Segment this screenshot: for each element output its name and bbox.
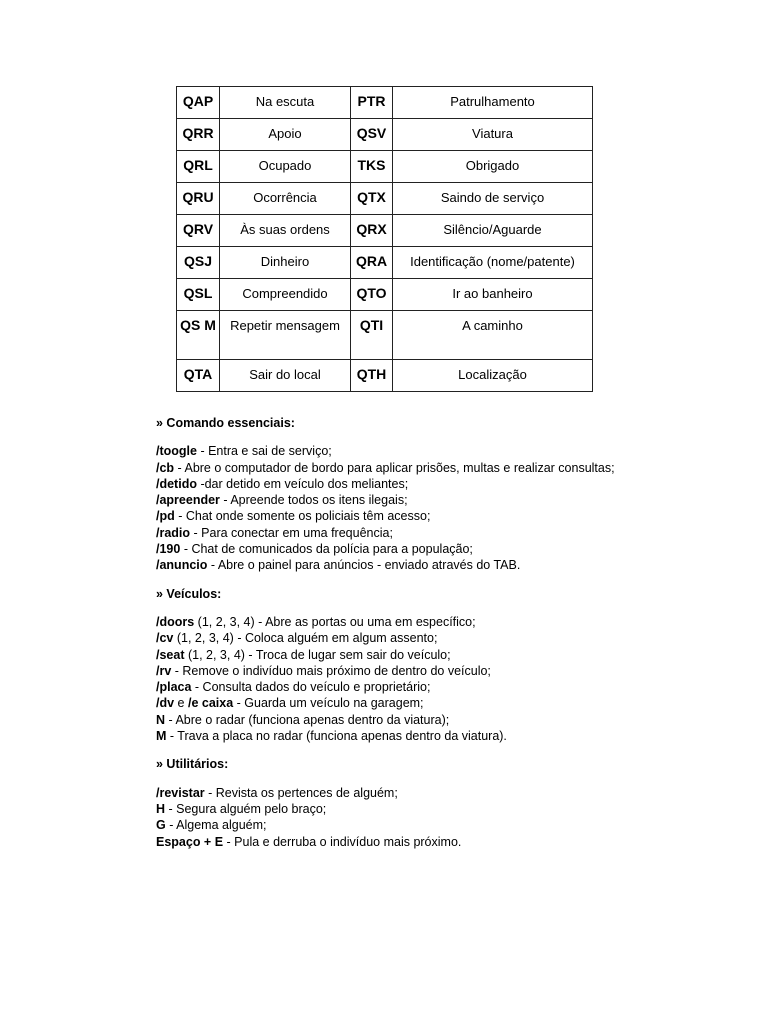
code-cell: QRA: [351, 247, 393, 279]
command-description: - Abre o computador de bordo para aplicar prisões, multas e realizar consultas;: [174, 460, 615, 475]
command-name: H: [156, 801, 166, 816]
command-description: - Chat onde somente os policiais têm acesso;: [174, 509, 431, 524]
section-title-veiculos: » Veículos:: [156, 586, 222, 601]
list-item: [156, 712, 756, 728]
command-name: /dv: [156, 696, 175, 711]
command-name: N: [156, 712, 166, 727]
command-description: - Troca de lugar sem sair do veículo;: [244, 647, 451, 662]
table-row: [177, 247, 593, 279]
code-cell: QTH: [351, 360, 393, 392]
command-list-utilitarios: [156, 785, 756, 850]
list-item: [156, 647, 756, 663]
code-cell: QTO: [351, 279, 393, 311]
command-args: (1, 2, 3, 4): [173, 631, 234, 646]
list-item: [156, 785, 756, 801]
code-cell: QRL: [177, 151, 220, 183]
commands-content: [156, 415, 756, 862]
code-cell: QSV: [351, 119, 393, 151]
command-description: - Abre o painel para anúncios - enviado através do TAB.: [207, 558, 521, 573]
list-item: [156, 630, 756, 646]
code-cell: QTI: [351, 311, 393, 360]
meaning-cell: Sair do local: [220, 360, 351, 392]
command-name: /e caixa: [187, 696, 234, 711]
code-cell: QRU: [177, 183, 220, 215]
meaning-cell: A caminho: [393, 311, 593, 360]
command-description: -dar detido em veículo dos meliantes;: [196, 476, 409, 491]
meaning-cell: Obrigado: [393, 151, 593, 183]
command-args: (1, 2, 3, 4): [184, 647, 245, 662]
meaning-cell: Ocupado: [220, 151, 351, 183]
command-name: M: [156, 729, 167, 744]
list-item: [156, 817, 756, 833]
meaning-cell: Saindo de serviço: [393, 183, 593, 215]
list-item: [156, 541, 756, 557]
command-description: - Remove o indivíduo mais próximo de dentro do veículo;: [171, 663, 491, 678]
table-row: [177, 87, 593, 119]
command-args: e: [174, 696, 188, 711]
meaning-cell: Localização: [393, 360, 593, 392]
meaning-cell: Compreendido: [220, 279, 351, 311]
list-item: [156, 728, 756, 744]
meaning-cell: Dinheiro: [220, 247, 351, 279]
command-name: G: [156, 818, 166, 833]
command-description: - Abre o radar (funciona apenas dentro da viatura);: [165, 712, 450, 727]
command-description: - Entra e sai de serviço;: [196, 444, 332, 459]
command-name: /revistar: [156, 785, 205, 800]
meaning-cell: Às suas ordens: [220, 215, 351, 247]
command-name: /cv: [156, 631, 174, 646]
table-row: [177, 151, 593, 183]
section-title-essenciais: » Comando essenciais:: [156, 416, 295, 430]
command-description: - Apreende todos os itens ilegais;: [219, 493, 408, 508]
table-row: [177, 311, 593, 360]
table-row: [177, 360, 593, 392]
command-description: - Algema alguém;: [165, 818, 267, 833]
command-description: - Revista os pertences de alguém;: [204, 785, 398, 800]
command-description: - Trava a placa no radar (funciona apenas dentro da viatura).: [166, 729, 507, 744]
command-description: - Abre as portas ou uma em específico;: [254, 614, 476, 629]
command-description: - Consulta dados do veículo e proprietário;: [191, 680, 431, 695]
list-item: [156, 443, 756, 459]
command-list-essenciais: [156, 443, 756, 573]
command-list-veiculos: [156, 614, 756, 744]
command-name: /doors: [156, 614, 195, 629]
meaning-cell: Viatura: [393, 119, 593, 151]
command-name: /detido: [156, 476, 197, 491]
command-name: /toogle: [156, 444, 197, 459]
list-item: [156, 525, 756, 541]
command-name: /anuncio: [156, 558, 208, 573]
command-description: - Para conectar em uma frequência;: [190, 525, 393, 540]
table-row: [177, 119, 593, 151]
list-item: [156, 557, 756, 573]
command-name: /cb: [156, 460, 175, 475]
code-cell: QAP: [177, 87, 220, 119]
meaning-cell: Patrulhamento: [393, 87, 593, 119]
command-name: /rv: [156, 663, 172, 678]
meaning-cell: Apoio: [220, 119, 351, 151]
list-item: [156, 476, 756, 492]
meaning-cell: Repetir mensagem: [220, 311, 351, 360]
list-item: [156, 834, 756, 850]
command-name: /pd: [156, 509, 175, 524]
code-cell: QSJ: [177, 247, 220, 279]
list-item: [156, 508, 756, 524]
code-cell: QTA: [177, 360, 220, 392]
code-cell: QRX: [351, 215, 393, 247]
list-item: [156, 679, 756, 695]
command-args: (1, 2, 3, 4): [194, 614, 255, 629]
meaning-cell: Silêncio/Aguarde: [393, 215, 593, 247]
command-description: - Pula e derruba o indivíduo mais próximo.: [223, 834, 462, 849]
code-cell: PTR: [351, 87, 393, 119]
list-item: [156, 663, 756, 679]
command-description: - Chat de comunicados da polícia para a população;: [180, 542, 473, 557]
command-description: - Coloca alguém em algum assento;: [233, 631, 438, 646]
meaning-cell: Ocorrência: [220, 183, 351, 215]
section-title-utilitarios: » Utilitários:: [156, 757, 229, 772]
command-name: Espaço + E: [156, 834, 224, 849]
command-description: - Segura alguém pelo braço;: [165, 801, 327, 816]
table-row: [177, 279, 593, 311]
command-name: /apreender: [156, 493, 220, 508]
code-cell: QTX: [351, 183, 393, 215]
meaning-cell: Identificação (nome/patente): [393, 247, 593, 279]
code-cell: QSL: [177, 279, 220, 311]
table-row: [177, 215, 593, 247]
meaning-cell: Ir ao banheiro: [393, 279, 593, 311]
command-name: /radio: [156, 525, 191, 540]
table-row: [177, 183, 593, 215]
code-cell: TKS: [351, 151, 393, 183]
list-item: [156, 695, 756, 711]
command-name: /placa: [156, 680, 192, 695]
command-name: /seat: [156, 647, 185, 662]
list-item: [156, 492, 756, 508]
command-name: /190: [156, 542, 181, 557]
command-description: - Guarda um veículo na garagem;: [233, 696, 424, 711]
code-cell: QRR: [177, 119, 220, 151]
code-cell: QS M: [177, 311, 220, 360]
meaning-cell: Na escuta: [220, 87, 351, 119]
code-cell: QRV: [177, 215, 220, 247]
list-item: [156, 614, 756, 630]
radio-codes-table: [176, 86, 593, 392]
list-item: [156, 460, 756, 476]
list-item: [156, 801, 756, 817]
